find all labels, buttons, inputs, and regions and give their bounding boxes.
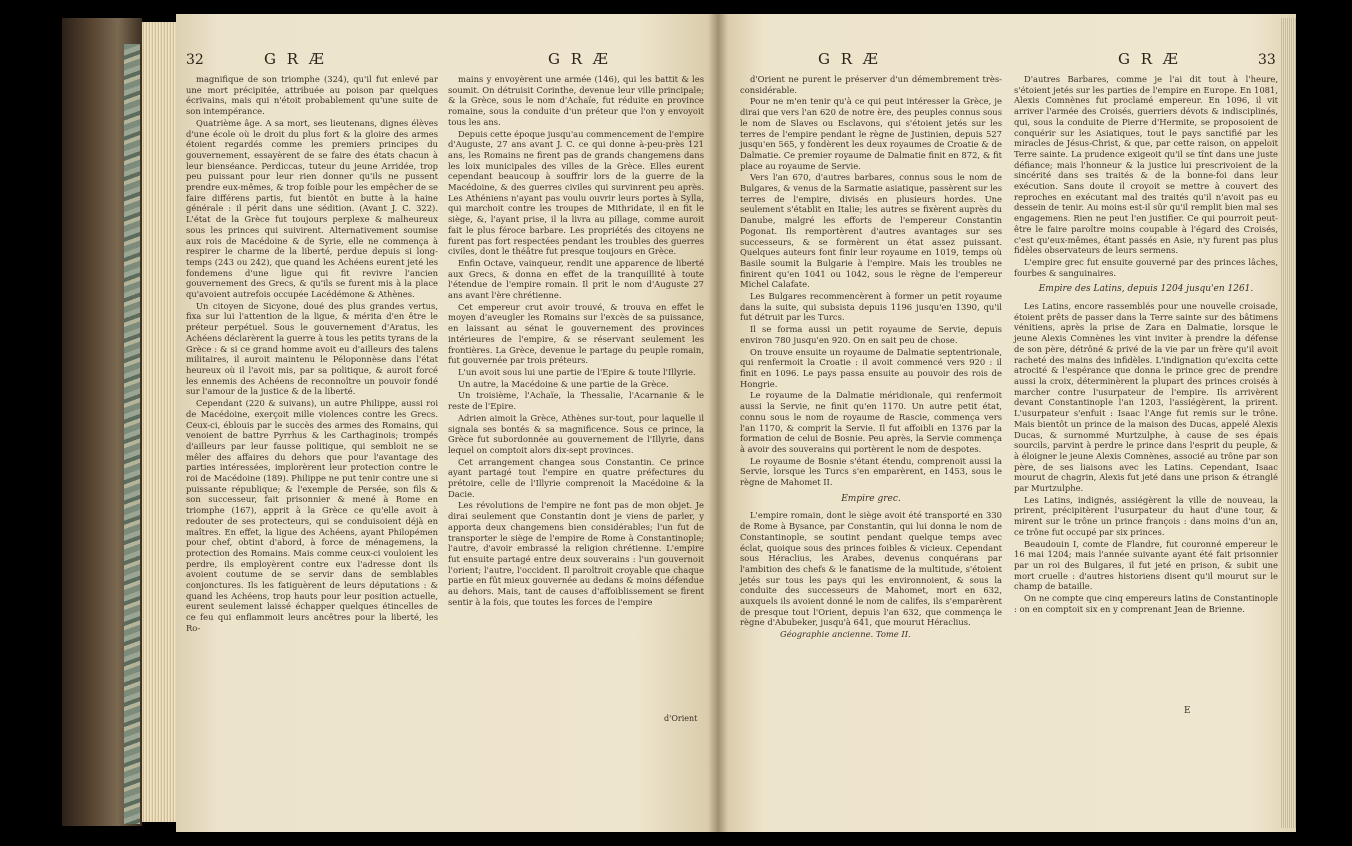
paragraph: Enfin Octave, vainqueur, rendit une apparence de liberté aux Grecs, & donna en effet de la tranquillité à toute l'étendue de l'empire romain. Il prit le nom d'Auguste 27 ans avant l'ère chrétienne. — [448, 257, 704, 301]
paragraph: Les Bulgares recommencèrent à former un petit royaume dans la suite, qui subsista depuis 1196 jusqu'en 1390, qu'il fut détruit par les Turcs. — [740, 291, 1002, 323]
right-column-2 — [1014, 74, 1278, 615]
page-edges-left — [142, 22, 176, 822]
paragraph: Cependant (220 & suivans), un autre Philippe, aussi roi de Macédoine, exerçoit mille violences contre les Grecs. Ceux-ci, éblouis par le succès des armes des Romains, qui venoient de battre Pyrrhus & les Carthaginois; trompés d'ailleurs par leur fausse politique, qui sembloit ne se mêler des affaires du dehors que pour l'avantage des parties intéressées, implorèrent leur protection contre le roi de Macédoine (189). Philippe ne put tenir contre une si puissante république; & l'exemple de Persée, son fils & son successeur, fait prisonnier & mené à Rome en triomphe (167), apprit à la Grèce ce qu'elle avoit à redouter de ses protecteurs, qui se conduisoient déjà en maîtres. En effet, la ligue des Achéens, ayant Philopémen pour chef, obtint d'abord, à force de ménagemens, la protection des Romains. Mais comme ceux-ci vouloient les perdre, ils employèrent contre eux l'adresse dont ils avoient coutume de se servir dans de semblables conjonctures. Ils les fatiguèrent de leurs députations : & quand les Achéens, trop hauts pour leur position actuelle, eurent seulement laissé échapper quelques étincelles de ce feu qui enflammoit leurs ancêtres pour la liberté, les Ro- — [186, 398, 438, 633]
paragraph: L'empire romain, dont le siège avoit été transporté en 330 de Rome à Bysance, par Constantin, qui lui donna le nom de Constantinople, se soutint pendant quelque temps avec éclat, quoique sous des princes foibles & vicieux. Cependant sous Héraclius, les Arabes, devenus conquérans par l'ambition des chefs & le fanatisme de la multitude, s'étoient jetés sur tous les pays qui les environnoient, & sous la conduite des successeurs de Mahomet, mort en 632, auxquels ils avoient donné le nom de califes, ils s'emparèrent de presque tout l'Orient, depuis l'an 632, que commença le règne d'Abubeker, jusqu'à 641, que mourut Héraclius. — [740, 510, 1002, 628]
paragraph: Adrien aimoit la Grèce, Athènes sur-tout, pour laquelle il signala ses bontés & sa magnificence. Sous ce prince, la Grèce fut subordonnée au gouvernement de l'Illyrie, dans lequel on comptoit alors dix-sept provinces. — [448, 412, 704, 455]
right-page-number: 33 — [1258, 52, 1276, 68]
open-book — [62, 14, 1296, 832]
paragraph: Pour ne m'en tenir qu'à ce qui peut intéresser la Grèce, je dirai que vers l'an 620 de notre ère, des peuples connus sous le nom de Slaves ou Esclavons, qui s'étoient jetés sur les terres de l'empire pendant le règne de Justinien, depuis 527 jusqu'en 565, y fondèrent les deux royaumes de Croatie & de Dalmatie. Ce premier royaume de Dalmatie finit en 872, & fit place au royaume de Servie. — [740, 96, 1002, 171]
right-page — [718, 14, 1296, 832]
paragraph: Quatrième âge. A sa mort, ses lieutenans, dignes élèves d'une école où le droit du plus fort & la gloire des armes étoient regardés comme les premiers principes du gouvernement, essayèrent de se faire des états chacun à leur bienséance. Perdiccas, tuteur du jeune Arridée, trop peu puissant pour leur rien donner qu'ils ne pussent prendre eux-mêmes, & trop foible pour les empêcher de se faire différens partis, fut bientôt en butte à la haine générale : il périt dans une sédition. (Avant J. C. 322). L'état de la Grèce fut toujours perplexe & malheureux sous les princes qui suivirent. Alternativement soumise aux rois de Macédoine & de Syrie, elle ne commença à respirer le charme de la liberté, perdue depuis si long-temps (243 ou 242), que quand les Achéens eurent jeté les fondemens d'une ligue qui fit revivre l'ancien gouvernement des Grecs, & qu'ils se furent mis à la place qu'avoient autrefois occupée Lacédémone & Athènes. — [186, 117, 438, 300]
left-page-number: 32 — [186, 52, 204, 68]
signature-mark: E — [1184, 706, 1191, 716]
right-column-1 — [740, 74, 1002, 641]
paragraph: d'Orient ne purent le préserver d'un démembrement très-considérable. — [740, 74, 1002, 95]
paragraph: Le royaume de Bosnie s'étant étendu, comprenoit aussi la Servie, lorsque les Turcs s'en emparèrent, en 1453, sous le règne de Mahomet II. — [740, 455, 1002, 488]
left-column-2 — [448, 74, 704, 608]
right-running-head-1: G R Æ — [818, 50, 881, 68]
paragraph: magnifique de son triomphe (324), qu'il fut enlevé par une mort précipitée, attribuée au poison par quelques écrivains, mais qui n'étoit probablement qu'une suite de son intempérance. — [186, 74, 438, 117]
book-gutter — [708, 14, 728, 832]
paragraph: Vers l'an 670, d'autres barbares, connus sous le nom de Bulgares, & venus de la Sarmatie asiatique, passèrent sur les terres de l'empire, divisés en plusieurs hordes. Une seulement s'établit en Italie; les autres se fixèrent auprès du Danube, malgré les efforts de l'empereur Constantin Pogonat. Ils remportèrent d'autres avantages sur ses successeurs, & se formèrent un état assez puissant. Quelques auteurs font finir leur royaume en 1019, temps où Basile soumit la Bulgarie à l'empire. Mais les troubles ne finirent qu'en 1041 ou 1042, sous le règne de l'empereur Michel Calafate. — [740, 172, 1002, 290]
catchword: d'Orient — [664, 714, 698, 723]
paragraph: Depuis cette époque jusqu'au commencement de l'empire d'Auguste, 27 ans avant J. C. ce qui donne à-peu-près 121 ans, les Romains ne firent pas de grands changemens dans les loix municipales des villes de la Grèce. Elles eurent cependant beaucoup à souffrir lors de la guerre de la Macédoine, & des guerres civiles qui survinrent peu après. Les Athéniens n'ayant pas voulu ouvrir leurs portes à Sylla, qui marchoit contre les troupes de Mithridate, il en fit le siège, &, l'ayant prise, il la livra au pillage, comme auroit fait le plus féroce barbare. Les propriétés des citoyens ne furent pas fort respectées pendant les troubles des guerres civiles, dont le théâtre fut presque toujours en Grèce. — [448, 128, 704, 257]
paragraph: D'autres Barbares, comme je l'ai dit tout à l'heure, s'étoient jetés sur les parties de l'empire en Europe. En 1081, Alexis Comnènes fut proclamé empereur. En 1096, il vit arriver l'armée des Croisés, guerriers dévots & indisciplinés, qui, sous la conduite de Pierre d'Hermite, se proposoient de conquérir sur les Asiatiques, tout le pays sanctifié par les miracles de Jésus-Christ, & que, par cette raison, on appeloit Terre sainte. La prudence exigeoit qu'il se tînt dans une juste défiance; mais l'honneur & la justice lui prescrivoient de la sincérité dans ses traités & de la bonne-foi dans leur exécution. Sans doute il croyoit se mettre à couvert des reproches en exécutant mal des traités qu'il n'avoit pas eu dessein de tenir. Au moins est-il sûr qu'il remplit bien mal ses engagemens. Rien ne peut l'en justifier. Ce qui pourroit peut-être le faire paroître moins coupable à l'égard des Croisés, c'est qu'eux-mêmes, étant passés en Asie, n'y furent pas plus fidèles observateurs de leurs sermens. — [1014, 74, 1278, 256]
left-running-head-1: G R Æ — [264, 50, 327, 68]
right-running-head-2: G R Æ — [1118, 50, 1181, 68]
paragraph: Beaudouin I, comte de Flandre, fut couronné empereur le 16 mai 1204; mais l'année suivante ayant été fait prisonnier par un roi des Bulgares, il fut jeté en prison, & subit une mort cruelle : d'autres historiens disent qu'il mourut sur le champ de bataille. — [1014, 538, 1278, 592]
paragraph: L'empire grec fut ensuite gouverné par des princes lâches, fourbes & sanguinaires. — [1014, 256, 1278, 278]
paragraph: Les révolutions de l'empire ne font pas de mon objet. Je dirai seulement que Constantin dont je viens de parler, y apporta deux changemens bien considérables; l'un fut de transporter le siège de l'empire de Rome à Constantinople; l'autre, d'avoir embrassé la religion chrétienne. L'empire fut ensuite partagé entre deux souverains : l'un gouvernoit l'orient; l'autre, l'occident. Il paroîtroit croyable que chaque partie en fût mieux gouvernée au dedans & moins défendue au dehors. Mais, tant de causes d'affoiblissement se firent sentir à la fois, que toutes les forces de l'empire — [448, 500, 704, 607]
marbled-endpaper — [124, 44, 140, 824]
paragraph: Il se forma aussi un petit royaume de Servie, depuis environ 780 jusqu'en 920. On en sait peu de chose. — [740, 324, 1002, 345]
left-column-1 — [186, 74, 438, 635]
paragraph: On trouve ensuite un royaume de Dalmatie septentrionale, qui renfermoit la Croatie : il avoit commencé vers 920 : il finit en 1096. Le pays passa ensuite au pouvoir des rois de Hongrie. — [740, 346, 1002, 389]
paragraph: Le royaume de la Dalmatie méridionale, qui renfermoit aussi la Servie, ne finit qu'en 1170. Un autre petit état, connu sous le nom de royaume de Rascie, commença vers l'an 1170, & comprit la Servie. Il fut affoibli en 1376 par la formation de celui de Bosnie. Peu après, la Servie commença à avoir des souverains qui portèrent le nom de despotes. — [740, 390, 1002, 454]
paragraph: Cet arrangement changea sous Constantin. Ce prince ayant partagé tout l'empire en quatre préfectures du prétoire, celle de l'Illyrie comprenoit la Macédoine & la Dacie. — [448, 456, 704, 499]
paragraph: Cet empereur crut avoir trouvé, & trouva en effet le moyen d'aveugler les Romains sur l'excès de sa puissance, en laissant au sénat le gouvernement des provinces intérieures de l'empire, & se réservant seulement les frontières. La Grèce, devenue le partage du peuple romain, fut gouvernée par trois préteurs. — [448, 301, 704, 366]
section-heading: Empire des Latins, depuis 1204 jusqu'en 1261. — [1038, 284, 1254, 295]
section-heading: Empire grec. — [841, 493, 901, 504]
signature-line: Géographie ancienne. Tome II. — [780, 629, 911, 640]
paragraph: On ne compte que cinq empereurs latins de Constantinople : on en comptoit six en y comprenant Jean de Brienne. — [1014, 593, 1278, 614]
left-page — [176, 14, 718, 832]
paragraph: Les Latins, encore rassemblés pour une nouvelle croisade, étoient prêts de passer dans la Terre sainte sur des bâtimens vénitiens, après la prise de Zara en Dalmatie, lorsque le jeune Alexis Comnènes les vint inviter à prendre la défense de son père, détrôné & privé de la vie par un frère qu'il avoit racheté des mains des infidèles. L'indignation qu'excita cette atrocité & l'espérance que donna le prince grec de prendre aussi la croix, déterminèrent la plupart des princes croisés à marcher contre l'usurpateur de l'empire. Ils arrivèrent devant Constantinople l'an 1203, l'assiégèrent, la prirent. L'usurpateur s'enfuit : Isaac l'Ange fut remis sur le trône. Mais bientôt un prince de la maison des Ducas, appelé Alexis Ducas, & surnommé Murtzulphe, à cause de ses épais sourcils, parvint à perdre le prince dans l'esprit du peuple, & à éloigner le jeune Alexis Comnènes, associé au trône par son père, de ses liaisons avec les Latins. Cependant, Isaac mourut de chagrin, Alexis fut jeté dans une prison & étranglé par Murtzulphe. — [1014, 301, 1278, 494]
paragraph: mains y envoyèrent une armée (146), qui les battit & les soumit. On détruisit Corinthe, devenue leur ville principale; & la Grèce, sous le nom d'Achaïe, fut réduite en province romaine, sous la conduite d'un préteur que l'on y envoyoit tous les ans. — [448, 74, 704, 127]
paragraph: Un citoyen de Sicyone, doué des plus grandes vertus, fixa sur lui l'attention de la ligue, & mérita d'en être le préteur perpétuel. Sous le gouvernement d'Aratus, les Achéens déclarèrent la guerre à tous les petits tyrans de la Grèce : & si ce grand homme avoit eu d'ailleurs des talens militaires, il auroit maintenu le Péloponnèse dans l'état heureux où il l'avoit mis, par sa politique, & auroit forcé les ennemis des Achéens de reconnoître un pouvoir fondé sur l'amour de la justice & de la liberté. — [186, 300, 438, 397]
left-running-head-2: G R Æ — [548, 50, 611, 68]
paragraph: Les Latins, indignés, assiégèrent la ville de nouveau, la prirent, précipitèrent l'usurpateur du haut d'une tour, & mirent sur le trône un prince françois : dans moins d'un an, ce trône fut occupé par six princes. — [1014, 494, 1278, 537]
paragraph: Un troisième, l'Achaïe, la Thessalie, l'Acarnanie & le reste de l'Epire. — [448, 390, 704, 412]
paragraph: L'un avoit sous lui une partie de l'Epire & toute l'Illyrie. — [458, 366, 696, 377]
page-edges-right — [1280, 18, 1296, 828]
paragraph: Un autre, la Macédoine & une partie de la Grèce. — [458, 378, 669, 389]
